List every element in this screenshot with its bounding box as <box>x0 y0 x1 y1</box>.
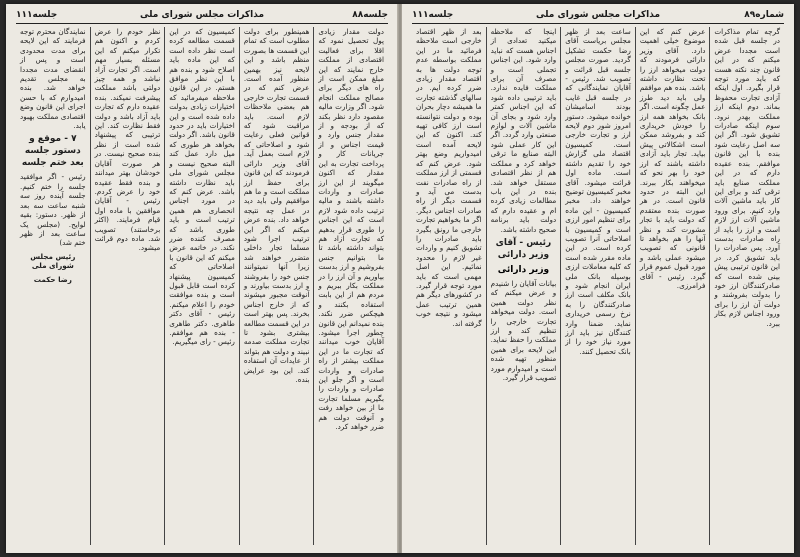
right-column-1 <box>710 27 784 545</box>
left-header-rule <box>16 23 388 24</box>
right-page-title: مذاکرات مجلس شورای ملی <box>535 10 661 20</box>
newspaper-spread <box>6 4 794 553</box>
right-issue-number: جلسه۱۱۱ <box>412 10 454 20</box>
left-column-3 <box>165 27 240 545</box>
right-column-2 <box>636 27 711 545</box>
right-page <box>402 4 794 553</box>
left-page-number: جلسه۸۸ <box>352 10 388 20</box>
right-page-number: شماره۸۹ <box>744 10 784 20</box>
left-column-5 <box>16 27 91 545</box>
right-column-5 <box>412 27 487 545</box>
left-page-title: مذاکرات مجلس شورای ملی <box>139 10 265 20</box>
column-text: اینجا که ملاحظه میکنید تعدادی از اجناس هست که نباید وارد شود. این اجناس تجملی است و مصرف آن برای مملکت فایده ندارد. باید ترتیبی داده شود که این اجناس کمتر وارد شود و بجای آن ماشین آلات و لوازم صنعتی وارد گردد. اگر این کار عملی شود البته صنایع ما ترقی خواهد کرد و مملکت هم از نظر اقتصادی مستقل خواهد شد. بنده در این باب مطالعات زیادی کرده ام و عقیده دارم که دولت باید برنامه صحیح داشته باشد. <box>490 27 557 234</box>
left-page <box>6 4 398 553</box>
section-heading: ۷ - موقع و دستور جلسه بعد ختم جلسه <box>21 134 84 169</box>
column-text: نظر خودم را عرض کردم و اکنون هم تکرار میکنم که این مسئله بسیار مهم است. اگر تجارت آزاد نباشد و همه چیز دولتی باشد مملکت پیشرفت نمیکند. بنده عقیده دارم که تجارت باید آزاد باشد و دولت فقط نظارت کند. این ترتیبی که پیشنهاد شده است از نظر بنده صحیح نیست. در هر صورت آقایان خودشان بهتر میدانند و بنده فقط عقیده خود را عرض کردم. رئیس - آقایان موافقین با ماده اول قیام فرمایند. (اکثر برخاستند) تصویب شد. ماده دوم قرائت میشود. <box>94 27 161 253</box>
left-issue-number: جلسه۱۱۱ <box>16 10 58 20</box>
column-text: همینطور برای دولت مطلوب است که تمام این قسمت ها بصورت منظم باشد و این لایحه نیز بهمین منظور آمده است. عرض کنم که در قسمت تجارت خارجی هم بعضی ملاحظات لازم است. باید مراقبت شود که قوانین فعلی رعایت شود و اصلاحاتی که لازم است بعمل آید. آقای وزیر دارائی فرمودند که این قانون برای حفظ ارز مملکت است و ما هم موافقیم ولی باید دید در عمل چه نتیجه خواهد داد. بنده عرض میکنم که اگر این ترتیب اجرا شود مسلما تجار داخلی متضرر خواهند شد زیرا آنها نمیتوانند جنس خود را بفروشند و ارز بدست بیاورند و آنوقت مجبور میشوند که از خارج اجناس بخرند. پس بهتر است در این قسمت مطالعه بیشتری بشود تا تجارت مملکت صدمه نبیند و دولت هم بتواند از عایدات آن استفاده کند. این بود عرایض بنده. <box>243 27 310 385</box>
left-column-2 <box>240 27 315 545</box>
speaker-heading: وزیر دارائی <box>497 264 550 275</box>
right-columns <box>412 27 784 545</box>
left-running-head <box>16 8 388 22</box>
column-text: ساعت بعد از ظهر مجلس بریاست آقای رضا حکمت تشکیل گردید. صورت مجلس جلسه قبل قرائت و تصویب شد. رئیس - آقایان نمایندگانی که در جلسه قبل غایب بودند اسامیشان خوانده میشود. دستور امروز شور دوم لایحه ارز و تجارت خارجی است. کمیسیون اقتصاد ملی گزارش خود را تقدیم داشته است. ماده اول قرائت میشود. آقای مخبر کمیسیون توضیح خواهند داد. مخبر کمیسیون - این ماده برای تنظیم امور ارزی است و کمیسیون با اصلاحاتی آنرا تصویب کرده است. در این ماده مقرر شده است که کلیه معاملات ارزی بوسیله بانک ملی ایران انجام شود و بانک مکلف است ارز صادرکنندگان را به نرخ رسمی خریداری نماید. ضمنا وارد کنندگان نیز باید ارز مورد نیاز خود را از بانک تحصیل کنند. <box>565 27 631 356</box>
left-column-1 <box>314 27 388 545</box>
column-text: گرچه تمام مذاکرات در جلسه قبل شده است مجددا عرض میکنم که در این قانون چند نکته هست که باید مورد توجه قرار بگیرد. اول اینکه آزادی تجارت محفوظ بماند. دوم اینکه ارز مملکت بهدر نرود. سوم اینکه صادرات تشویق شود. اگر این سه اصل رعایت شود بنده با این قانون موافقم. بنده عقیده دارم که در این مملکت صنایع باید ترقی کند و برای این کار باید ماشین آلات وارد کنیم. برای ورود ماشین آلات ارز لازم است و ارز را باید از راه صادرات بدست آورد. پس صادرات را باید تشویق کرد. در این قانون ترتیبی پیش بینی شده است که صادرکنندگان ارز خود را بدولت بفروشند و دولت آن ارز را برای ورود اجناس لازم بکار ببرد. <box>714 27 780 328</box>
right-column-3 <box>561 27 636 545</box>
right-running-head <box>412 8 784 22</box>
column-text: بیانات آقایان را شنیدم و عرض میکنم که نظر دولت همین است. دولت میخواهد تجارت خارجی را تنظیم کند و ارز مملکت را حفظ نماید. این لایحه برای همین منظور تهیه شده است و امیدوارم مورد تصویب قرار گیرد. <box>490 278 557 382</box>
column-text: دولت مقدار زیادی پول تحصیل نمود که اقلا برای فعالیت اقتصادی از مملکت خارج نمایند که این مبلغ ممکن است از راه های دیگر برای مصالح مملکت انجام شود. اگر وزارت مالیه مقصود دارد نظر بکند که از بودجه و از مقدار جنس وارد و قیمت اجناس و از جریانات کار و پرداخت تجارت به این مقدار که اکنون میگویند از این ارز صادرات و واردات داشته باشند و مالیه ترتیب داده شود لازم است که این اجناس را طوری قرار بدهیم که تجارت آزاد هم بتواند داشته باشد تا ما بتوانیم جنس بفروشیم و ارز بدست بیاوریم و آن ارز را در مملکت بکار ببریم و مردم هم از این بابت استفاده بکنند و هیچکس ضرر نکند. بنده نمیدانم این قانون چطور اجرا میشود. آقایان خوب میدانند که تجارت ما در این مملکت بیشتر از راه صادرات و واردات است و اگر جلو این صادرات و واردات را بگیریم مسلما تجارت ما از بین خواهد رفت و آنوقت دولت هم ضرر خواهد کرد. <box>318 27 384 432</box>
column-text: بعد از ظهر اقتصاد خارجی است ملاحظه فرمائید ما در این مملکت بواسطه عدم توجه دولت ها به اقتصاد مقدار زیادی ضرر کرده ایم. در سالهای گذشته تجارت ما همیشه دچار بحران بوده و دولت نتوانسته است ارز کافی تهیه کند. اکنون که این لایحه آمده است امیدواریم وضع بهتر شود. عرض کنم که قسمتی از ارز مملکت از راه صادرات نفت بدست می آید و قسمت دیگر از راه صادرات اجناس دیگر. اگر ما بخواهیم تجارت خارجی ما رونق بگیرد باید صادرات را تشویق کنیم و واردات غیر لازم را محدود نمائیم. این اصل مهمی است که باید مورد توجه قرار گیرد. در کشورهای دیگر هم همین ترتیب عمل میشود و نتیجه خوب گرفته اند. <box>416 27 482 328</box>
right-column-4 <box>487 27 562 545</box>
signoff-name: رضا حکمت <box>33 274 72 284</box>
column-text: رئیس - اگر موافقید جلسه را ختم کنیم. جلسه آینده روز سه شنبه ساعت سه بعد از ظهر. دستور: بقیه لوایح. (مجلس یک ساعت بعد از ظهر ختم شد) <box>20 172 86 248</box>
column-text: کمیسیون که در این قسمت مطالعه کرده است نظر داده است که این ماده باید اصلاح شود و بنده هم با این نظر موافق هستم. در این قانون ملاحظه میفرمائید که اختیارات زیادی بدولت داده شده است و این اختیارات باید در حدود قانون باشد. اگر دولت بخواهد هر طوری که میل دارد عمل کند البته صحیح نیست و مجلس شورای ملی باید نظارت داشته باشد. عرض کنم که در مورد اجناس انحصاری هم همین ترتیب است و باید طوری باشد که مصرف کننده ضرر نکند. در خاتمه عرض میکنم که این قانون با اصلاحاتی که کمیسیون پیشنهاد کرده است قابل قبول است و بنده موافقت خودم را اعلام میکنم. رئیس - آقای دکتر طاهری. دکتر طاهری - بنده هم موافقم. رئیس - رای میگیریم. <box>169 27 235 347</box>
right-header-rule <box>412 23 784 24</box>
signoff-role: رئیس مجلس شورای ملی <box>30 251 76 271</box>
left-columns <box>16 27 388 545</box>
section-heading: رئیس - آقای وزیر دارائی <box>495 237 552 260</box>
column-text: عرض کنم که این موضوع خیلی اهمیت دارد. آقای وزیر دارائی فرمودند که دولت میخواهد ارز را تحت نظارت داشته باشد. بنده هم موافقم ولی باید دید طرز عمل چگونه است. اگر بانک بخواهد همه ارز را خودش خریداری کند و بفروشد ممکن است اشکالاتی پیش بیاید. تجار باید آزادی داشته باشند که ارز خود را بهر نحو که میخواهند بکار ببرند. این البته در حدود قانون است. در هر صورت بنده معتقدم که دولت باید با تجار مشورت کند و نظر آنها را هم بخواهد تا قانونی که تصویب میشود عملی باشد و مورد قبول عموم قرار گیرد. رئیس - آقای فرامرزی. <box>639 27 706 290</box>
column-text: نمایندگان محترم توجه فرمایند که این لایحه برای مدت محدودی است و پس از انقضای مدت مجددا به مجلس تقدیم خواهد شد. بنده امیدوارم که با حسن اجرای این قانون وضع اقتصادی مملکت بهبود یابد. <box>20 27 86 131</box>
left-column-4 <box>91 27 166 545</box>
